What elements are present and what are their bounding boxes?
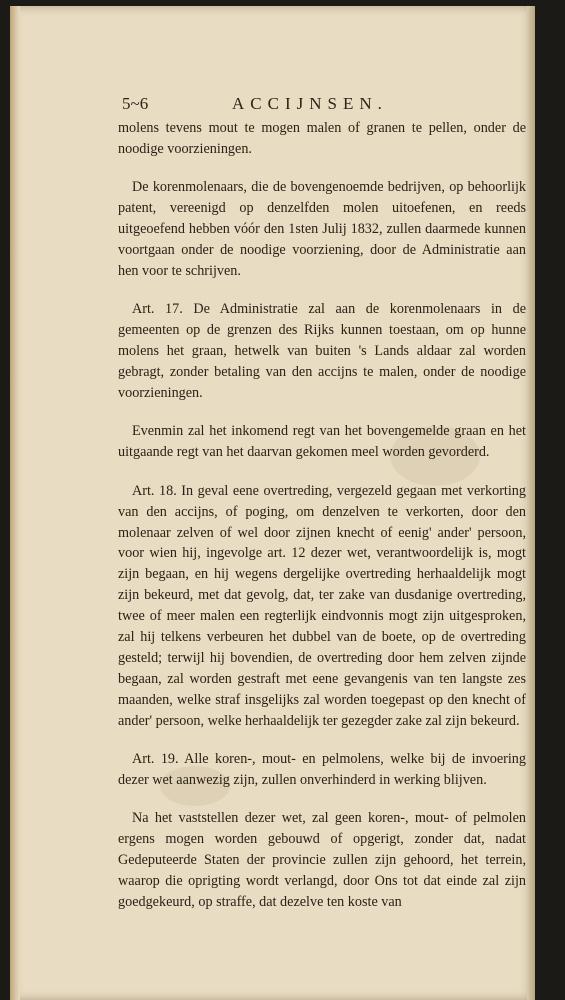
paragraph: Evenmin zal het inkomend regt van het bovengemelde graan en het uitgaande regt van het daarvan gekomen meel worden gevorderd. xyxy=(118,423,526,461)
paragraph-art-19: Art. 19. Alle koren-, mout- en pelmolens, welke bij de invoering dezer wet aanwezig zijn, zullen onverhinderd in werking blijven. xyxy=(118,751,526,788)
paragraph: molens tevens mout te mogen malen of granen te pellen, onder de noodige voorzieningen. xyxy=(118,120,526,157)
running-header xyxy=(122,94,532,114)
page-number: 5~6 xyxy=(122,94,149,113)
page-edge xyxy=(527,6,535,1000)
paragraph: De korenmolenaars, die de bovengenoemde bedrijven, op behoorlijk patent, vereenigd op denzelfden molen uitoefenen, en reeds uitgeoefend hebben vóór den 1sten Julij 1832, zullen daarmede kunnen voortgaan onder de noodige voorziening, door de Administratie aan hen voor te schrijven. xyxy=(118,179,526,279)
page-gutter xyxy=(10,6,20,1000)
paragraph: Na het vaststellen dezer wet, zal geen koren-, mout- of pelmolen ergens mogen worden gebouwd of opgerigt, zonder dat, nadat Gedeputeerde Staten der provincie zullen zijn gehoord, het terrein, waarop die oprigting wordt verlangd, door Ons tot dat einde zal zijn goedgekeurd, op straffe, dat dezelve ten koste van xyxy=(118,810,526,910)
paragraph-art-17: Art. 17. De Administratie zal aan de korenmolenaars in de gemeenten op de grenzen des Rijks kunnen toestaan, om op hunne molens het graan, hetwelk van buiten 's Lands aldaar zal worden gebragt, zonder betaling van den accijns te malen, onder de noodige voorzieningen. xyxy=(118,301,526,401)
paragraph-art-18: Art. 18. In geval eene overtreding, vergezeld gegaan met verkorting van den accijns, of poging, om denzelven te verkorten, door den molenaar zelven of wel door zijnen knecht of eenig' ander' persoon, voor wien hij, ingevolge art. 12 dezer wet, verantwoordelijk is, mogt zijn begaan, en hij wegens dergelijke overtreding herhaaldelijk mogt zijn bekeurd, met dat gevolg, dat, ter zake van dusdanige overtreding, twee of meer malen een regterlijk eindvonnis mogt zijn uitgesproken, zal hij telkens verbeuren het dubbel van de boete, op de overtreding gesteld; terwijl hij bovendien, de overtreding door hem zelven zijnde begaan, zal worden gestraft met eene gevangenis van ten langste zes maanden, welke straf insgelijks zal worden toegepast op den knecht of ander' persoon, welke herhaaldelijk ter gezegder zake zal zijn bekeurd. xyxy=(118,482,526,729)
page-body-text xyxy=(118,118,526,930)
running-title: ACCIJNSEN. xyxy=(232,94,388,113)
